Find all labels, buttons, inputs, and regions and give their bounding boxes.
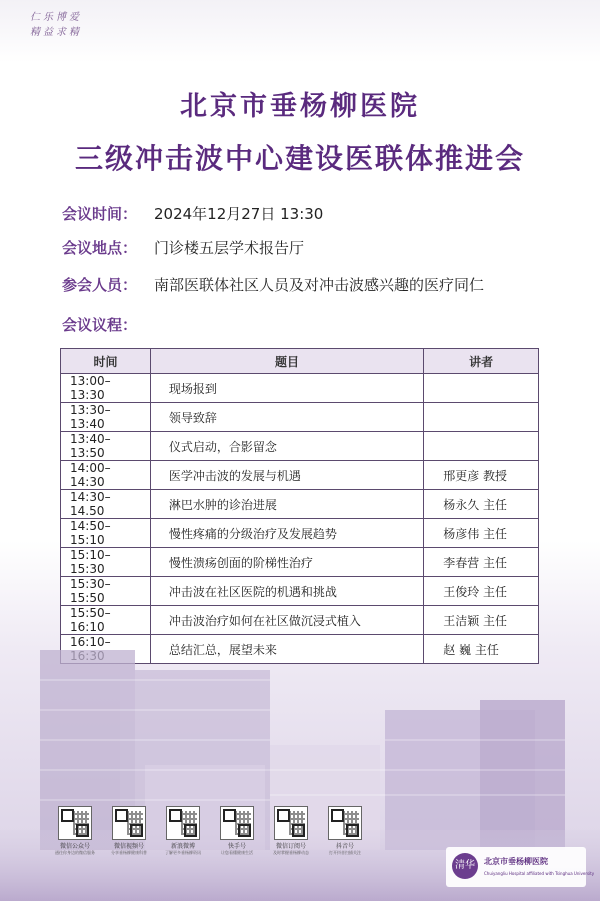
table-row — [61, 403, 539, 432]
qr-code-row — [50, 806, 370, 866]
row-speaker: 赵 巍 主任 — [424, 635, 539, 664]
meeting-place-value: 门诊楼五层学术报告厅 — [154, 239, 305, 257]
table-row — [61, 432, 539, 461]
row-topic: 仪式启动，合影留念 — [150, 432, 423, 461]
qr-code-icon — [274, 806, 308, 840]
attendees-value: 南部医联体社区人员及对冲击波感兴趣的医疗同仁 — [154, 276, 485, 294]
row-time: 13:00–13:30 — [61, 374, 151, 403]
qr-sub: 打开抖音扫描关注 — [329, 850, 361, 855]
row-time: 13:40–13:50 — [61, 432, 151, 461]
meeting-place-row — [62, 237, 582, 258]
qr-label: 抖音号 — [335, 843, 354, 850]
agenda-header-time: 时间 — [61, 349, 151, 374]
row-speaker — [424, 374, 539, 403]
row-topic: 冲击波治疗如何在社区做沉浸式植入 — [150, 606, 423, 635]
row-topic: 总结汇总，展望未来 — [150, 635, 423, 664]
row-topic: 慢性溃疡创面的阶梯性治疗 — [150, 548, 423, 577]
qr-sub: 了解更多垂杨柳资讯 — [165, 850, 201, 855]
qr-sub: 及时掌握垂杨柳动态 — [273, 850, 309, 855]
agenda-heading-row — [62, 314, 582, 335]
row-speaker: 李春营 主任 — [424, 548, 539, 577]
qr-wechat-subscription[interactable] — [266, 806, 316, 855]
qr-sub: 分享垂杨柳健康科普 — [111, 850, 147, 855]
meeting-time-label: 会议时间： — [62, 205, 138, 223]
qr-label: 快手号 — [227, 843, 246, 850]
row-topic: 现场报到 — [150, 374, 423, 403]
table-row — [61, 374, 539, 403]
row-topic: 医学冲击波的发展与机遇 — [150, 461, 423, 490]
qr-wechat-official[interactable] — [50, 806, 100, 855]
qr-label: 新浪微博 — [170, 843, 195, 850]
qr-code-icon — [112, 806, 146, 840]
qr-sub: 通往你身边的微信服务 — [55, 850, 95, 855]
agenda-header-speaker: 讲者 — [424, 349, 539, 374]
attendees-label: 参会人员： — [62, 276, 138, 294]
hospital-motto — [30, 10, 82, 40]
qr-code-icon — [220, 806, 254, 840]
page-subtitle: 三级冲击波中心建设医联体推进会 — [74, 142, 525, 175]
qr-kuaishou[interactable] — [212, 806, 262, 855]
table-row — [61, 461, 539, 490]
table-row — [61, 490, 539, 519]
row-speaker — [424, 403, 539, 432]
motto-line-1: 仁乐博爱 — [30, 12, 82, 23]
row-topic: 慢性疼痛的分级治疗及发展趋势 — [150, 519, 423, 548]
qr-code-icon — [328, 806, 362, 840]
agenda-header-topic: 题目 — [150, 349, 423, 374]
row-time: 16:10– — [61, 635, 151, 664]
qr-label: 微信视频号 — [113, 843, 144, 850]
agenda-label: 会议议程： — [62, 316, 138, 334]
motto-line-2: 精益求精 — [30, 27, 82, 38]
agenda-header-row — [61, 349, 539, 374]
hospital-emblem-icon: 清华 — [452, 853, 478, 879]
hospital-logo — [446, 847, 595, 887]
row-time: 14:50–15:10 — [61, 519, 151, 548]
row-speaker: 杨彦伟 主任 — [424, 519, 539, 548]
qr-weibo[interactable] — [158, 806, 208, 855]
row-time: 14:30–14.50 — [61, 490, 151, 519]
row-speaker: 王俊玲 主任 — [424, 577, 539, 606]
hospital-logo-english: Chuiyangliu Hospital affiliated with Tsinghua University — [484, 871, 595, 876]
attendees-row — [62, 274, 582, 295]
qr-code-icon — [58, 806, 92, 840]
row-speaker — [424, 432, 539, 461]
hospital-logo-name: 北京市垂杨柳医院 — [484, 857, 548, 866]
row-time: 15:30–15:50 — [61, 577, 151, 606]
row-time: 15:50–16:10 — [61, 606, 151, 635]
row-topic: 淋巴水肿的诊治进展 — [150, 490, 423, 519]
qr-wechat-video[interactable] — [104, 806, 154, 855]
row-time: 13:30–13:40 — [61, 403, 151, 432]
qr-sub: 让您看懂健康生活 — [221, 850, 253, 855]
table-row — [61, 519, 539, 548]
meeting-time-row — [62, 203, 582, 224]
table-row — [61, 548, 539, 577]
row-topic: 冲击波在社区医院的机遇和挑战 — [150, 577, 423, 606]
row-speaker: 王洁颖 主任 — [424, 606, 539, 635]
qr-label: 微信公众号 — [59, 843, 90, 850]
row-time: 14:00–14:30 — [61, 461, 151, 490]
meeting-place-label: 会议地点： — [62, 239, 138, 257]
row-topic: 领导致辞 — [150, 403, 423, 432]
page-title: 北京市垂杨柳医院 — [180, 91, 420, 122]
row-time: 15:10–15:30 — [61, 548, 151, 577]
qr-label: 微信订阅号 — [275, 843, 306, 850]
row-speaker: 邢更彦 教授 — [424, 461, 539, 490]
qr-code-icon — [166, 806, 200, 840]
row-speaker: 杨永久 主任 — [424, 490, 539, 519]
qr-douyin[interactable] — [320, 806, 370, 855]
meeting-time-value: 2024年12月27日 13:30 — [154, 205, 324, 223]
